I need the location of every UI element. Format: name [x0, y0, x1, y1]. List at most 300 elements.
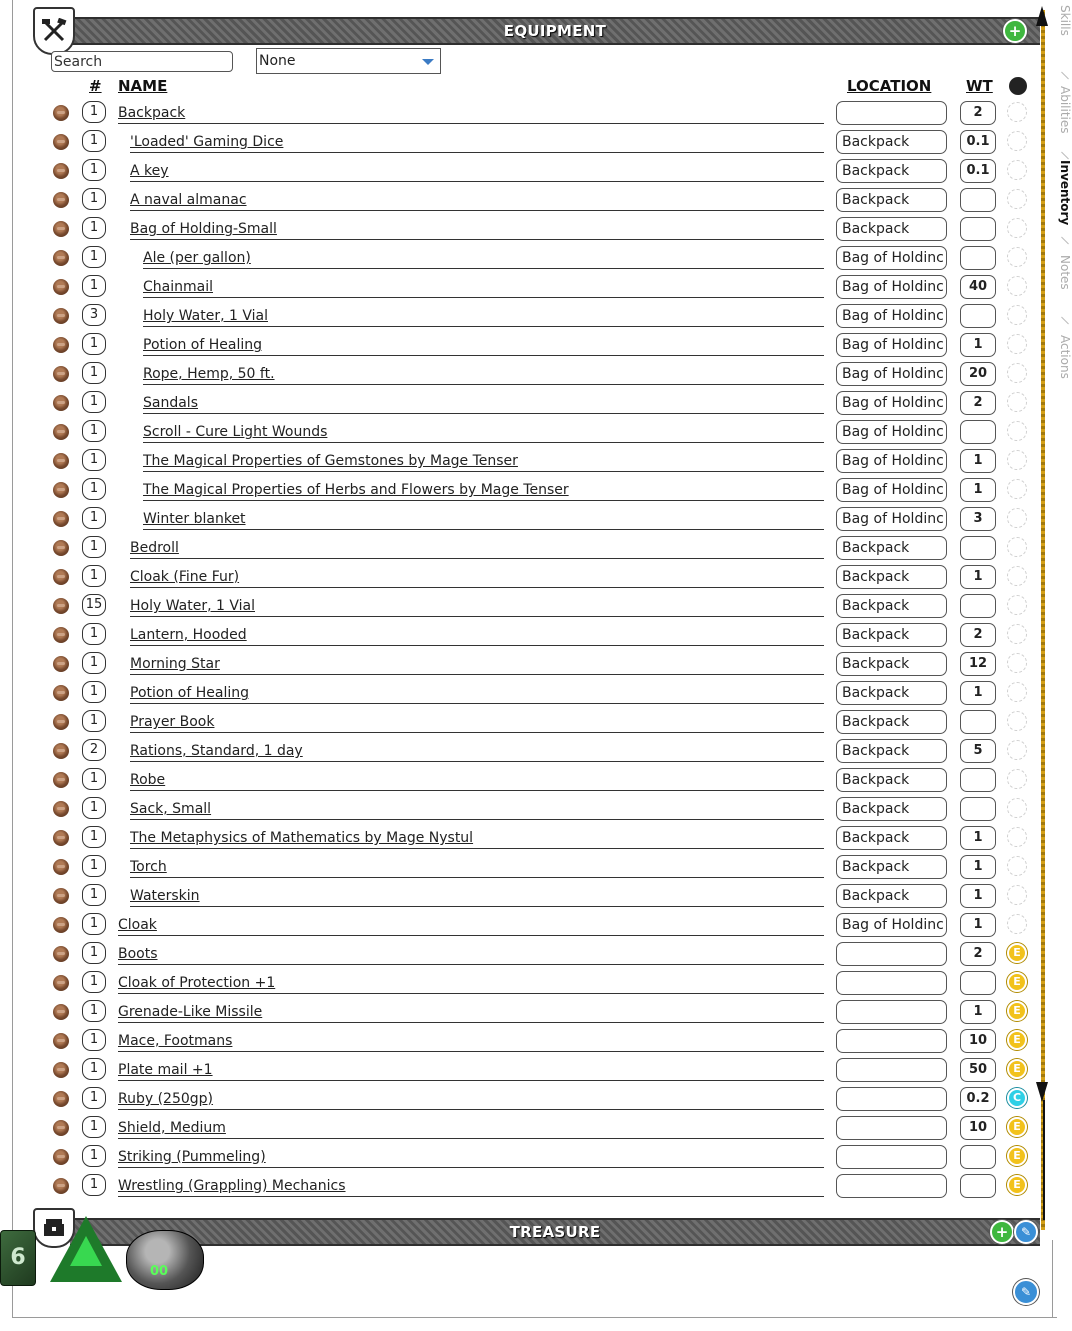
item-quantity[interactable]: 1 — [82, 1000, 106, 1022]
item-weight[interactable]: 40 — [960, 275, 996, 299]
item-location[interactable] — [836, 1145, 947, 1169]
item-location[interactable]: Backpack — [836, 797, 947, 821]
item-weight[interactable]: 10 — [960, 1116, 996, 1140]
item-quantity[interactable]: 1 — [82, 971, 106, 993]
item-location[interactable]: Bag of Holdinc — [836, 362, 947, 386]
tab-divider — [1061, 72, 1069, 80]
item-location[interactable]: Bag of Holdinc — [836, 507, 947, 531]
item-quantity[interactable]: 1 — [82, 536, 106, 558]
item-quantity[interactable]: 1 — [82, 710, 106, 732]
carry-state-toggle[interactable] — [1007, 218, 1027, 238]
item-quantity[interactable]: 1 — [82, 1029, 106, 1051]
item-weight[interactable]: 2 — [960, 391, 996, 415]
item-weight[interactable] — [960, 246, 996, 270]
item-location[interactable]: Bag of Holdinc — [836, 391, 947, 415]
item-location[interactable]: Backpack — [836, 739, 947, 763]
item-name[interactable]: Mace, Footmans — [118, 1030, 824, 1052]
table-row[interactable] — [0, 939, 1072, 968]
item-quantity[interactable]: 1 — [82, 855, 106, 877]
carry-state-toggle[interactable] — [1007, 798, 1027, 818]
item-quantity[interactable]: 1 — [82, 507, 106, 529]
item-location[interactable]: Bag of Holdinc — [836, 246, 947, 270]
table-row[interactable] — [0, 910, 1072, 939]
carry-state-toggle[interactable] — [1007, 276, 1027, 296]
carry-state-toggle[interactable] — [1007, 450, 1027, 470]
item-name[interactable]: Cloak of Protection +1 — [118, 972, 824, 994]
item-name[interactable]: A naval almanac — [130, 189, 824, 211]
item-quantity[interactable]: 1 — [82, 159, 106, 181]
item-name[interactable]: Wrestling (Grappling) Mechanics — [118, 1175, 824, 1197]
item-quantity[interactable]: 1 — [82, 1116, 106, 1138]
carry-state-toggle[interactable] — [1007, 189, 1027, 209]
item-name[interactable]: Torch — [130, 856, 824, 878]
tab-abilities[interactable]: Abilities — [1058, 86, 1072, 134]
carry-state-toggle[interactable] — [1007, 566, 1027, 586]
drag-handle-icon[interactable] — [53, 482, 69, 498]
sheet-border-bottom — [12, 1317, 1057, 1318]
item-location[interactable] — [836, 971, 947, 995]
item-location[interactable]: Backpack — [836, 130, 947, 154]
table-row[interactable] — [0, 1113, 1072, 1142]
drag-handle-icon[interactable] — [53, 1178, 69, 1194]
carry-state-toggle[interactable] — [1007, 711, 1027, 731]
item-location[interactable]: Backpack — [836, 681, 947, 705]
item-weight[interactable]: 1 — [960, 478, 996, 502]
edit-notes-button[interactable]: ✎ — [1013, 1279, 1039, 1305]
scroll-down-arrow-icon[interactable] — [1036, 1082, 1048, 1102]
item-name[interactable]: Shield, Medium — [118, 1117, 824, 1139]
item-quantity[interactable]: 1 — [82, 1174, 106, 1196]
drag-handle-icon[interactable] — [53, 1149, 69, 1165]
carry-state-toggle[interactable] — [1007, 769, 1027, 789]
table-row[interactable] — [0, 301, 1072, 330]
drag-handle-icon[interactable] — [53, 308, 69, 324]
item-weight[interactable]: 2 — [960, 942, 996, 966]
drag-handle-icon[interactable] — [53, 830, 69, 846]
item-weight[interactable]: 1 — [960, 855, 996, 879]
carry-state-toggle[interactable] — [1007, 827, 1027, 847]
carry-state-toggle[interactable] — [1007, 247, 1027, 267]
item-location[interactable] — [836, 1174, 947, 1198]
item-quantity[interactable]: 1 — [82, 478, 106, 500]
e-badge-icon[interactable]: E — [1007, 943, 1027, 963]
table-row[interactable] — [0, 243, 1072, 272]
scroll-divider — [1043, 1100, 1045, 1220]
item-name[interactable]: Winter blanket — [143, 508, 824, 530]
item-name[interactable]: Striking (Pummeling) — [118, 1146, 824, 1168]
drag-handle-icon[interactable] — [53, 453, 69, 469]
drag-handle-icon[interactable] — [53, 859, 69, 875]
item-quantity[interactable]: 1 — [82, 942, 106, 964]
item-quantity[interactable]: 1 — [82, 681, 106, 703]
item-location[interactable]: Backpack — [836, 855, 947, 879]
item-name[interactable]: Backpack — [118, 102, 824, 124]
item-location[interactable]: Bag of Holdinc — [836, 333, 947, 357]
table-row[interactable] — [0, 156, 1072, 185]
column-header-location[interactable]: LOCATION — [847, 77, 932, 95]
item-weight[interactable] — [960, 188, 996, 212]
item-location[interactable]: Backpack — [836, 217, 947, 241]
table-row[interactable] — [0, 620, 1072, 649]
drag-handle-icon[interactable] — [53, 540, 69, 556]
carry-state-toggle[interactable] — [1007, 479, 1027, 499]
carry-state-toggle[interactable] — [1007, 160, 1027, 180]
table-row[interactable] — [0, 591, 1072, 620]
item-weight[interactable]: 10 — [960, 1029, 996, 1053]
table-row[interactable] — [0, 388, 1072, 417]
item-name[interactable]: 'Loaded' Gaming Dice — [130, 131, 824, 153]
item-weight[interactable] — [960, 971, 996, 995]
drag-handle-icon[interactable] — [53, 569, 69, 585]
table-row[interactable] — [0, 1026, 1072, 1055]
table-row[interactable] — [0, 968, 1072, 997]
item-weight[interactable] — [960, 304, 996, 328]
item-location[interactable] — [836, 1087, 947, 1111]
table-row[interactable] — [0, 765, 1072, 794]
item-location[interactable] — [836, 1116, 947, 1140]
filter-dropdown[interactable] — [256, 48, 441, 74]
item-name[interactable]: Potion of Healing — [143, 334, 824, 356]
item-weight[interactable] — [960, 710, 996, 734]
table-row[interactable] — [0, 707, 1072, 736]
drag-handle-icon[interactable] — [53, 221, 69, 237]
item-name[interactable]: The Metaphysics of Mathematics by Mage Nystul — [130, 827, 824, 849]
carry-state-toggle[interactable] — [1007, 392, 1027, 412]
drag-handle-icon[interactable] — [53, 250, 69, 266]
carry-state-toggle[interactable] — [1007, 537, 1027, 557]
drag-handle-icon[interactable] — [53, 1062, 69, 1078]
d6-die[interactable] — [0, 1230, 36, 1286]
e-badge-icon[interactable]: E — [1007, 1146, 1027, 1166]
column-header-count[interactable]: # — [89, 77, 102, 95]
carry-state-toggle[interactable] — [1007, 914, 1027, 934]
item-weight[interactable]: 0.1 — [960, 159, 996, 183]
item-weight[interactable]: 1 — [960, 565, 996, 589]
item-location[interactable]: Backpack — [836, 159, 947, 183]
drag-handle-icon[interactable] — [53, 975, 69, 991]
item-name[interactable]: Sack, Small — [130, 798, 824, 820]
table-row[interactable] — [0, 736, 1072, 765]
drag-handle-icon[interactable] — [53, 105, 69, 121]
crossed-tools-icon — [33, 7, 75, 55]
item-quantity[interactable]: 1 — [82, 1087, 106, 1109]
table-row[interactable] — [0, 359, 1072, 388]
item-name[interactable]: Ruby (250gp) — [118, 1088, 824, 1110]
table-row[interactable] — [0, 881, 1072, 910]
tab-actions[interactable]: Actions — [1058, 335, 1072, 379]
drag-handle-icon[interactable] — [53, 917, 69, 933]
item-quantity[interactable]: 1 — [82, 130, 106, 152]
item-name[interactable]: The Magical Properties of Herbs and Flowers by Mage Tenser — [143, 479, 824, 501]
table-row[interactable] — [0, 330, 1072, 359]
item-weight[interactable]: 1 — [960, 681, 996, 705]
e-badge-icon[interactable]: E — [1007, 972, 1027, 992]
table-row[interactable] — [0, 823, 1072, 852]
drag-handle-icon[interactable] — [53, 163, 69, 179]
item-name[interactable]: Holy Water, 1 Vial — [143, 305, 824, 327]
item-quantity[interactable]: 1 — [82, 652, 106, 674]
table-row[interactable] — [0, 1084, 1072, 1113]
item-quantity[interactable]: 1 — [82, 217, 106, 239]
item-location[interactable]: Backpack — [836, 623, 947, 647]
item-name[interactable]: Morning Star — [130, 653, 824, 675]
drag-handle-icon[interactable] — [53, 714, 69, 730]
drag-handle-icon[interactable] — [53, 743, 69, 759]
item-quantity[interactable]: 1 — [82, 333, 106, 355]
item-name[interactable]: Bedroll — [130, 537, 824, 559]
item-quantity[interactable]: 1 — [82, 275, 106, 297]
table-row[interactable] — [0, 852, 1072, 881]
pencil-icon[interactable]: ✎ — [1014, 1220, 1038, 1244]
d10-face: 00 — [150, 1264, 169, 1279]
item-weight[interactable]: 2 — [960, 101, 996, 125]
drag-handle-icon[interactable] — [53, 1091, 69, 1107]
item-location[interactable]: Backpack — [836, 565, 947, 589]
item-weight[interactable]: 12 — [960, 652, 996, 676]
tab-inventory[interactable]: Inventory — [1058, 160, 1072, 226]
e-badge-icon[interactable]: E — [1007, 1030, 1027, 1050]
table-row[interactable] — [0, 533, 1072, 562]
item-location[interactable]: Backpack — [836, 594, 947, 618]
e-badge-icon[interactable]: E — [1007, 1175, 1027, 1195]
table-row[interactable] — [0, 98, 1072, 127]
table-row[interactable] — [0, 417, 1072, 446]
item-weight[interactable]: 0.2 — [960, 1087, 996, 1111]
table-row[interactable] — [0, 997, 1072, 1026]
drag-handle-icon[interactable] — [53, 1033, 69, 1049]
item-weight[interactable] — [960, 797, 996, 821]
item-location[interactable] — [836, 942, 947, 966]
search-input[interactable] — [51, 51, 233, 72]
drag-handle-icon[interactable] — [53, 395, 69, 411]
item-name[interactable]: Holy Water, 1 Vial — [130, 595, 824, 617]
item-name[interactable]: Sandals — [143, 392, 824, 414]
item-name[interactable]: Grenade-Like Missile — [118, 1001, 824, 1023]
item-name[interactable]: Lantern, Hooded — [130, 624, 824, 646]
treasure-header — [70, 1218, 1040, 1246]
item-quantity[interactable]: 1 — [82, 623, 106, 645]
equipment-title: EQUIPMENT — [503, 22, 607, 40]
drag-handle-icon[interactable] — [53, 511, 69, 527]
item-location[interactable]: Backpack — [836, 536, 947, 560]
drag-handle-icon[interactable] — [53, 627, 69, 643]
item-quantity[interactable]: 1 — [82, 101, 106, 123]
item-name[interactable]: Potion of Healing — [130, 682, 824, 704]
item-quantity[interactable]: 1 — [82, 797, 106, 819]
item-quantity[interactable]: 1 — [82, 1145, 106, 1167]
item-location[interactable]: Bag of Holdinc — [836, 478, 947, 502]
sheet-border-right — [1052, 1240, 1053, 1318]
scrollbar[interactable] — [1041, 10, 1045, 1230]
item-name[interactable]: Scroll - Cure Light Wounds — [143, 421, 824, 443]
item-name[interactable]: Ale (per gallon) — [143, 247, 824, 269]
item-location[interactable] — [836, 1029, 947, 1053]
carry-state-toggle[interactable] — [1007, 595, 1027, 615]
e-badge-icon[interactable]: E — [1007, 1117, 1027, 1137]
item-location[interactable] — [836, 1058, 947, 1082]
table-row[interactable] — [0, 475, 1072, 504]
item-location[interactable]: Backpack — [836, 652, 947, 676]
carry-state-toggle[interactable] — [1007, 508, 1027, 528]
item-name[interactable]: Boots — [118, 943, 824, 965]
item-weight[interactable] — [960, 217, 996, 241]
c-badge-icon[interactable]: C — [1007, 1088, 1027, 1108]
carry-state-toggle[interactable] — [1007, 363, 1027, 383]
e-badge-icon[interactable]: E — [1007, 1059, 1027, 1079]
e-badge-icon[interactable]: E — [1007, 1001, 1027, 1021]
item-weight[interactable]: 5 — [960, 739, 996, 763]
item-weight[interactable]: 1 — [960, 826, 996, 850]
table-row[interactable] — [0, 1142, 1072, 1171]
drag-handle-icon[interactable] — [53, 192, 69, 208]
table-row[interactable] — [0, 1171, 1072, 1200]
item-location[interactable]: Backpack — [836, 188, 947, 212]
carry-state-toggle[interactable] — [1007, 334, 1027, 354]
column-header-weight[interactable]: WT — [966, 77, 993, 95]
item-weight[interactable]: 1 — [960, 449, 996, 473]
table-row[interactable] — [0, 649, 1072, 678]
drag-handle-icon[interactable] — [53, 134, 69, 150]
item-quantity[interactable]: 1 — [82, 884, 106, 906]
column-header-name[interactable]: NAME — [118, 77, 168, 95]
item-location[interactable] — [836, 101, 947, 125]
item-weight[interactable]: 1 — [960, 884, 996, 908]
item-quantity[interactable]: 15 — [82, 594, 106, 616]
item-weight[interactable] — [960, 594, 996, 618]
filter-value: None — [259, 53, 296, 69]
carry-state-toggle[interactable] — [1007, 102, 1027, 122]
add-item-button[interactable]: + — [1003, 19, 1027, 43]
drag-handle-icon[interactable] — [53, 279, 69, 295]
item-quantity[interactable]: 2 — [82, 739, 106, 761]
carry-state-toggle[interactable] — [1007, 682, 1027, 702]
item-weight[interactable]: 0.1 — [960, 130, 996, 154]
table-row[interactable] — [0, 272, 1072, 301]
item-name[interactable]: Prayer Book — [130, 711, 824, 733]
item-location[interactable] — [836, 1000, 947, 1024]
item-weight[interactable]: 1 — [960, 1000, 996, 1024]
item-weight[interactable]: 1 — [960, 333, 996, 357]
drag-handle-icon[interactable] — [53, 656, 69, 672]
table-row[interactable] — [0, 562, 1072, 591]
item-name[interactable]: Robe — [130, 769, 824, 791]
item-quantity[interactable]: 1 — [82, 420, 106, 442]
drag-handle-icon[interactable] — [53, 801, 69, 817]
item-weight[interactable]: 1 — [960, 913, 996, 937]
item-quantity[interactable]: 1 — [82, 246, 106, 268]
table-row[interactable] — [0, 127, 1072, 156]
d4-die-highlight — [70, 1236, 102, 1266]
item-name[interactable]: Chainmail — [143, 276, 824, 298]
drag-handle-icon[interactable] — [53, 1120, 69, 1136]
treasure-title: TREASURE — [509, 1223, 601, 1241]
dice-tray — [0, 1216, 210, 1294]
item-location[interactable]: Backpack — [836, 884, 947, 908]
item-name[interactable]: Rations, Standard, 1 day — [130, 740, 824, 762]
table-row[interactable] — [0, 504, 1072, 533]
table-row[interactable] — [0, 185, 1072, 214]
item-quantity[interactable]: 1 — [82, 565, 106, 587]
tab-skills[interactable]: Skills — [1058, 5, 1072, 36]
drag-handle-icon[interactable] — [53, 888, 69, 904]
carry-state-toggle[interactable] — [1007, 856, 1027, 876]
tab-notes[interactable]: Notes — [1058, 255, 1072, 290]
item-name[interactable]: Waterskin — [130, 885, 824, 907]
item-name[interactable]: The Magical Properties of Gemstones by Mage Tenser — [143, 450, 824, 472]
item-name[interactable]: A key — [130, 160, 824, 182]
item-quantity[interactable]: 1 — [82, 188, 106, 210]
item-location[interactable]: Bag of Holdinc — [836, 304, 947, 328]
item-name[interactable]: Rope, Hemp, 50 ft. — [143, 363, 824, 385]
drag-handle-icon[interactable] — [53, 1004, 69, 1020]
add-treasure-button[interactable]: + — [990, 1220, 1014, 1244]
drag-handle-icon[interactable] — [53, 946, 69, 962]
table-row[interactable] — [0, 214, 1072, 243]
item-name[interactable]: Bag of Holding-Small — [130, 218, 824, 240]
item-weight[interactable]: 20 — [960, 362, 996, 386]
drag-handle-icon[interactable] — [53, 337, 69, 353]
item-name[interactable]: Cloak (Fine Fur) — [130, 566, 824, 588]
item-quantity[interactable]: 1 — [82, 391, 106, 413]
item-name[interactable]: Plate mail +1 — [118, 1059, 824, 1081]
item-quantity[interactable]: 1 — [82, 1058, 106, 1080]
item-weight[interactable] — [960, 768, 996, 792]
item-weight[interactable] — [960, 1145, 996, 1169]
item-weight[interactable]: 3 — [960, 507, 996, 531]
item-weight[interactable]: 50 — [960, 1058, 996, 1082]
carry-state-toggle[interactable] — [1007, 653, 1027, 673]
item-quantity[interactable]: 1 — [82, 449, 106, 471]
item-quantity[interactable]: 1 — [82, 768, 106, 790]
item-location[interactable]: Backpack — [836, 826, 947, 850]
item-location[interactable]: Bag of Holdinc — [836, 449, 947, 473]
carry-state-toggle[interactable] — [1007, 885, 1027, 905]
item-name[interactable]: Cloak — [118, 914, 824, 936]
scroll-up-arrow-icon[interactable] — [1036, 6, 1048, 26]
carry-state-toggle[interactable] — [1007, 131, 1027, 151]
item-weight[interactable] — [960, 536, 996, 560]
drag-handle-icon[interactable] — [53, 424, 69, 440]
carry-state-toggle[interactable] — [1007, 624, 1027, 644]
item-location[interactable]: Backpack — [836, 710, 947, 734]
equipment-header — [70, 17, 1040, 45]
table-row[interactable] — [0, 678, 1072, 707]
d6-face: 6 — [10, 1245, 26, 1270]
item-quantity[interactable]: 3 — [82, 304, 106, 326]
drag-handle-icon[interactable] — [53, 685, 69, 701]
carry-state-toggle[interactable] — [1007, 740, 1027, 760]
item-weight[interactable]: 2 — [960, 623, 996, 647]
drag-handle-icon[interactable] — [53, 366, 69, 382]
table-row[interactable] — [0, 1055, 1072, 1084]
item-location[interactable]: Bag of Holdinc — [836, 913, 947, 937]
table-row[interactable] — [0, 794, 1072, 823]
item-quantity[interactable]: 1 — [82, 362, 106, 384]
item-location[interactable]: Bag of Holdinc — [836, 275, 947, 299]
drag-handle-icon[interactable] — [53, 772, 69, 788]
item-weight[interactable] — [960, 1174, 996, 1198]
item-location[interactable]: Bag of Holdinc — [836, 420, 947, 444]
item-location[interactable]: Backpack — [836, 768, 947, 792]
carry-state-toggle[interactable] — [1007, 305, 1027, 325]
item-weight[interactable] — [960, 420, 996, 444]
item-quantity[interactable]: 1 — [82, 826, 106, 848]
d10-die[interactable] — [126, 1230, 204, 1290]
table-row[interactable] — [0, 446, 1072, 475]
drag-handle-icon[interactable] — [53, 598, 69, 614]
item-quantity[interactable]: 1 — [82, 913, 106, 935]
carry-state-toggle[interactable] — [1007, 421, 1027, 441]
